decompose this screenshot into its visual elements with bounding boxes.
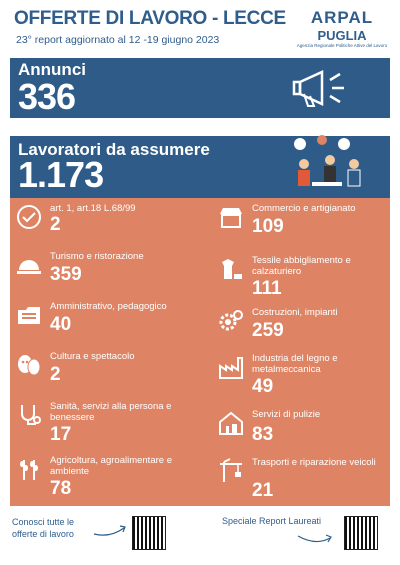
- megaphone-icon: [292, 66, 350, 110]
- category-label: Sanità, servizi alla persona e benessere: [50, 401, 172, 423]
- qr-code-offerte[interactable]: [132, 516, 166, 550]
- category-value: 2: [50, 364, 61, 385]
- theater-masks-icon: [16, 352, 42, 378]
- footer-left-line-2: offerte di lavoro: [12, 529, 74, 539]
- category-label: Costruzioni, impianti: [252, 307, 338, 318]
- category-label: Commercio e artigianato: [252, 203, 356, 214]
- category-value: 109: [252, 216, 284, 237]
- arrow-icon: [296, 530, 336, 546]
- clothes-icon: [218, 256, 244, 282]
- annunci-value: 336: [18, 76, 76, 117]
- food-tray-icon: [16, 252, 42, 278]
- footer-left-line-1: Conosci tutte le: [12, 517, 75, 527]
- shop-icon: [218, 204, 244, 230]
- folder-icon: [16, 302, 42, 328]
- logo-name: ARPAL: [310, 8, 374, 27]
- logo-region: PUGLIA: [317, 28, 367, 43]
- category-value: 49: [252, 376, 274, 397]
- lavoratori-value: 1.173: [18, 154, 104, 195]
- category-value: 2: [50, 214, 61, 235]
- category-value: 17: [50, 424, 72, 445]
- lavoratori-panel: [10, 136, 390, 198]
- footer-report-laureati-link[interactable]: Speciale Report Laureati: [222, 516, 322, 526]
- category-value: 111: [252, 278, 282, 299]
- category-value: 21: [252, 480, 274, 501]
- category-label: Amministrativo, pedagogico: [50, 301, 167, 312]
- stethoscope-icon: [16, 402, 42, 428]
- page-title: OFFERTE DI LAVORO - LECCE: [14, 8, 286, 29]
- people-meeting-icon: [282, 132, 372, 198]
- category-value: 40: [50, 314, 72, 335]
- category-label: Industria del legno e metalmeccanica: [252, 353, 338, 375]
- factory-icon: [218, 354, 244, 380]
- category-label: Cultura e spettacolo: [50, 351, 135, 362]
- category-value: 359: [50, 264, 82, 285]
- cleaning-icon: [218, 410, 244, 436]
- category-value: 259: [252, 320, 284, 341]
- category-label: Agricoltura, agroalimentare e ambiente: [50, 455, 172, 477]
- categories-panel: [10, 198, 390, 506]
- category-value: 78: [50, 478, 72, 499]
- wheat-icon: [16, 456, 42, 482]
- crane-icon: [218, 458, 244, 484]
- category-label: Servizi di pulizie: [252, 409, 321, 420]
- category-label: Turismo e ristorazione: [50, 251, 144, 262]
- footer-offerte-link[interactable]: [12, 516, 74, 540]
- logo-agency: Agenzia Regionale Politiche Attive del Lavoro: [296, 43, 388, 48]
- arpal-logo: [296, 8, 388, 48]
- category-label: Tessile abbigliamento e calzaturiero: [252, 255, 351, 277]
- report-subtitle: 23° report aggiornato al 12 -19 giugno 2023: [16, 34, 220, 46]
- qr-code-laureati[interactable]: [344, 516, 378, 550]
- lavoratori-label: Lavoratori da assumere: [18, 140, 210, 159]
- category-value: 83: [252, 424, 274, 445]
- gears-icon: [218, 308, 244, 334]
- annunci-label: Annunci: [18, 60, 86, 79]
- annunci-panel: [10, 58, 390, 118]
- arrow-icon: [92, 522, 128, 538]
- category-label: art. 1, art.18 L.68/99: [50, 203, 136, 214]
- category-label: Trasporti e riparazione veicoli: [252, 457, 376, 468]
- handshake-icon: [16, 204, 42, 230]
